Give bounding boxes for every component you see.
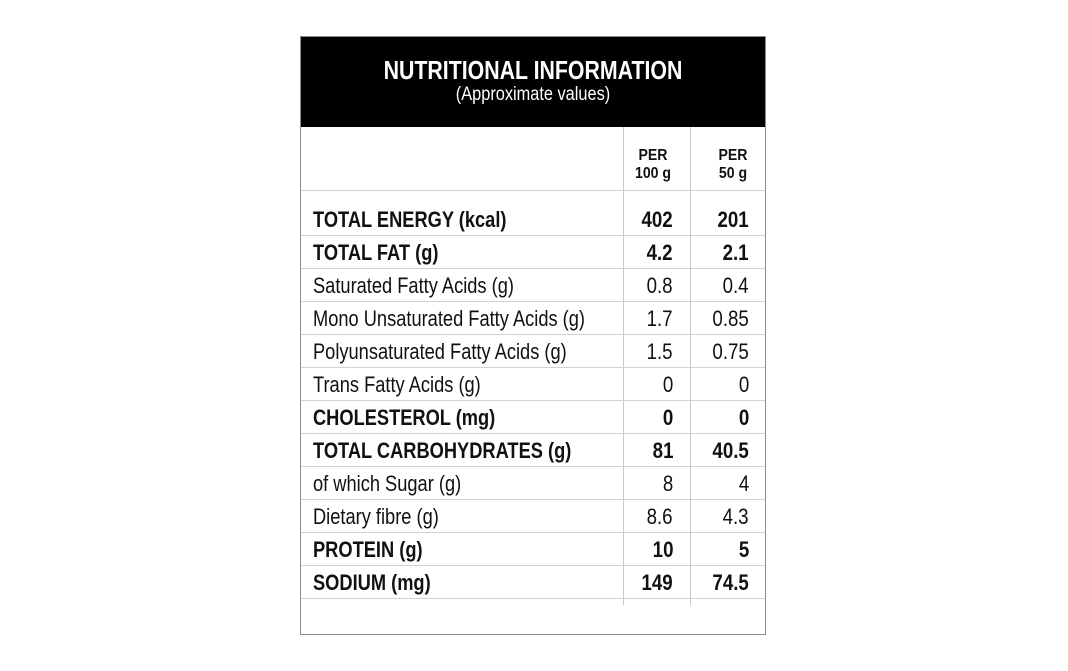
- value-per-50g: 5: [738, 537, 749, 562]
- panel-subtitle: (Approximate values): [455, 84, 611, 105]
- value-per-50g: 0.4: [722, 273, 749, 298]
- row-label: Mono Unsaturated Fatty Acids (g): [313, 306, 585, 331]
- row-label: CHOLESTEROL (mg): [313, 405, 496, 430]
- value-per-100g: 1.5: [646, 339, 673, 364]
- nutrition-panel: [300, 36, 766, 635]
- table-row: [301, 467, 765, 500]
- value-per-100g: 149: [641, 570, 673, 595]
- value-per-100g: 0: [662, 372, 673, 397]
- row-label: of which Sugar (g): [313, 471, 462, 496]
- row-label: PROTEIN (g): [313, 537, 423, 562]
- value-per-100g: 4.2: [646, 240, 673, 265]
- row-label: TOTAL CARBOHYDRATES (g): [313, 438, 572, 463]
- panel-title: NUTRITIONAL INFORMATION: [383, 55, 683, 85]
- table-row: [301, 368, 765, 401]
- value-per-100g: 0.8: [646, 273, 673, 298]
- value-per-100g: 0: [662, 405, 673, 430]
- table-row: [301, 533, 765, 566]
- row-label: Saturated Fatty Acids (g): [313, 273, 514, 298]
- value-per-50g: 0: [738, 372, 749, 397]
- value-per-50g: 0: [738, 405, 749, 430]
- table-row: [301, 566, 765, 599]
- value-per-100g: 81: [652, 438, 673, 463]
- value-per-50g: 4: [738, 471, 749, 496]
- column-header-per-50g: [705, 147, 761, 183]
- row-label: Trans Fatty Acids (g): [313, 372, 481, 397]
- column-header-per-100g-line2: 100 g: [634, 165, 671, 182]
- column-header-per-100g-line1: PER: [638, 147, 668, 164]
- table-row: [301, 434, 765, 467]
- row-label: SODIUM (mg): [313, 570, 431, 595]
- table-row: [301, 401, 765, 434]
- value-per-100g: 1.7: [646, 306, 673, 331]
- panel-header: [301, 37, 765, 127]
- value-per-50g: 74.5: [712, 570, 749, 595]
- value-per-100g: 10: [652, 537, 673, 562]
- column-header-per-100g: [625, 147, 681, 183]
- table-row: [301, 335, 765, 368]
- value-per-50g: 4.3: [722, 504, 749, 529]
- column-header-per-50g-line1: PER: [718, 147, 748, 164]
- row-label: TOTAL FAT (g): [313, 240, 439, 265]
- table-row: [301, 203, 765, 236]
- header-divider: [301, 190, 765, 191]
- row-label: Polyunsaturated Fatty Acids (g): [313, 339, 567, 364]
- value-per-100g: 402: [641, 207, 673, 232]
- value-per-50g: 201: [717, 207, 749, 232]
- table-row: [301, 302, 765, 335]
- table-row: [301, 500, 765, 533]
- value-per-50g: 40.5: [712, 438, 749, 463]
- value-per-100g: 8.6: [646, 504, 673, 529]
- row-label: TOTAL ENERGY (kcal): [313, 207, 507, 232]
- column-header-per-50g-line2: 50 g: [718, 165, 748, 182]
- value-per-50g: 2.1: [722, 240, 749, 265]
- row-label: Dietary fibre (g): [313, 504, 439, 529]
- table-row: [301, 236, 765, 269]
- table-row: [301, 269, 765, 302]
- value-per-50g: 0.75: [712, 339, 749, 364]
- value-per-50g: 0.85: [712, 306, 749, 331]
- value-per-100g: 8: [662, 471, 673, 496]
